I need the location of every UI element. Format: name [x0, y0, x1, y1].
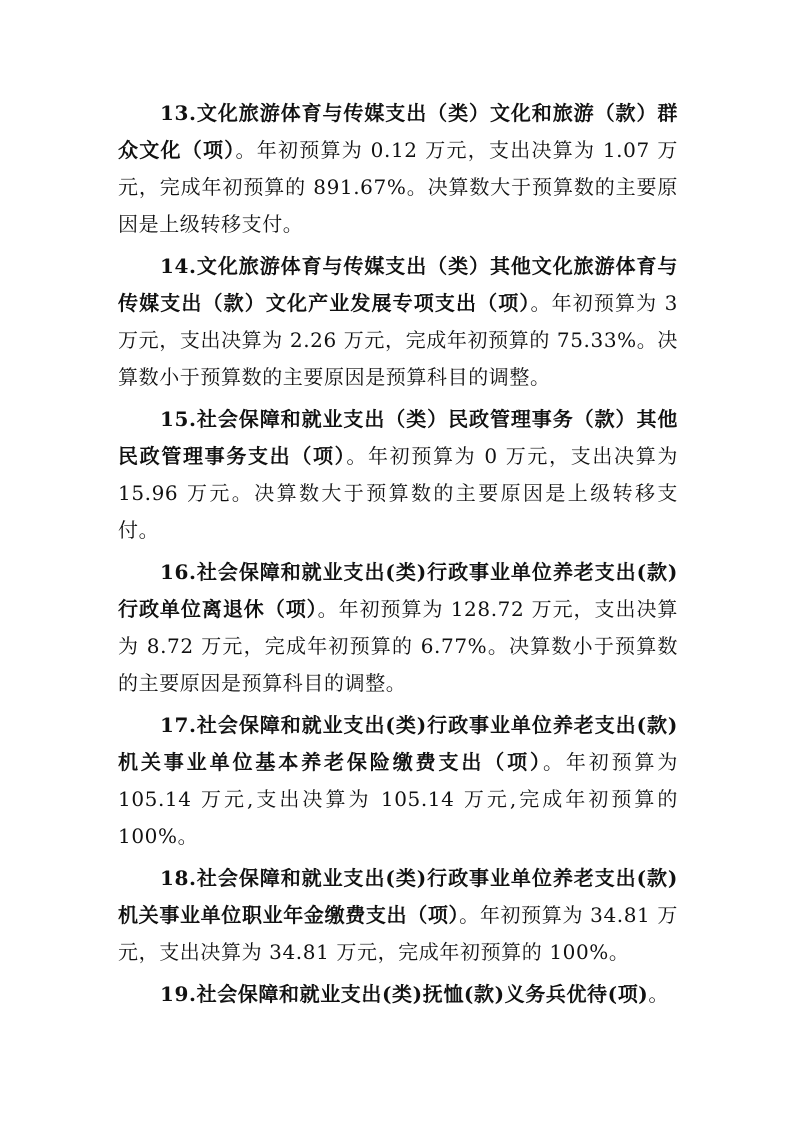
paragraph-16 — [118, 554, 678, 702]
paragraph-heading: 17.社会保障和就业支出(类)行政事业单位养老支出(款)机关事业单位基本养老保险缴费支出（项） — [118, 713, 678, 774]
paragraph-17 — [118, 707, 678, 855]
paragraph-body: 。年初预算为 34.81 万元，支出决算为 34.81 万元，完成年初预算的 100%。 — [118, 903, 678, 964]
paragraph-body: 。年初预算为 105.14 万元,支出决算为 105.14 万元,完成年初预算的 100%。 — [118, 750, 678, 848]
paragraph-body: 。 — [648, 982, 669, 1006]
paragraph-body: 。年初预算为 128.72 万元，支出决算为 8.72 万元，完成年初预算的 6.77%。决算数小于预算数的主要原因是预算科目的调整。 — [118, 597, 679, 695]
paragraph-heading: 14.文化旅游体育与传媒支出（类）其他文化旅游体育与传媒支出（款）文化产业发展专项支出（项） — [118, 254, 678, 315]
paragraph-heading: 15.社会保障和就业支出（类）民政管理事务（款）其他民政管理事务支出（项） — [118, 407, 678, 468]
document-page — [118, 95, 678, 1018]
paragraph-body: 。年初预算为 0.12 万元，支出决算为 1.07 万元，完成年初预算的 891.67%。决算数大于预算数的主要原因是上级转移支付。 — [118, 138, 678, 236]
paragraph-18 — [118, 860, 678, 971]
paragraph-heading: 19.社会保障和就业支出(类)抚恤(款)义务兵优待(项) — [160, 982, 649, 1006]
paragraph-19 — [118, 976, 678, 1013]
paragraph-13 — [118, 95, 678, 243]
paragraph-body: 。年初预算为 3 万元，支出决算为 2.26 万元，完成年初预算的 75.33%。决算数小于预算数的主要原因是预算科目的调整。 — [118, 291, 678, 389]
paragraph-14 — [118, 248, 678, 396]
paragraph-15 — [118, 401, 678, 549]
paragraph-heading: 16.社会保障和就业支出(类)行政事业单位养老支出(款)行政单位离退休（项） — [118, 560, 678, 621]
paragraph-heading: 18.社会保障和就业支出(类)行政事业单位养老支出(款)机关事业单位职业年金缴费支出（项） — [118, 866, 678, 927]
paragraph-body: 。年初预算为 0 万元，支出决算为 15.96 万元。决算数大于预算数的主要原因是上级转移支付。 — [118, 444, 678, 542]
paragraph-heading: 13.文化旅游体育与传媒支出（类）文化和旅游（款）群众文化（项） — [118, 101, 678, 162]
